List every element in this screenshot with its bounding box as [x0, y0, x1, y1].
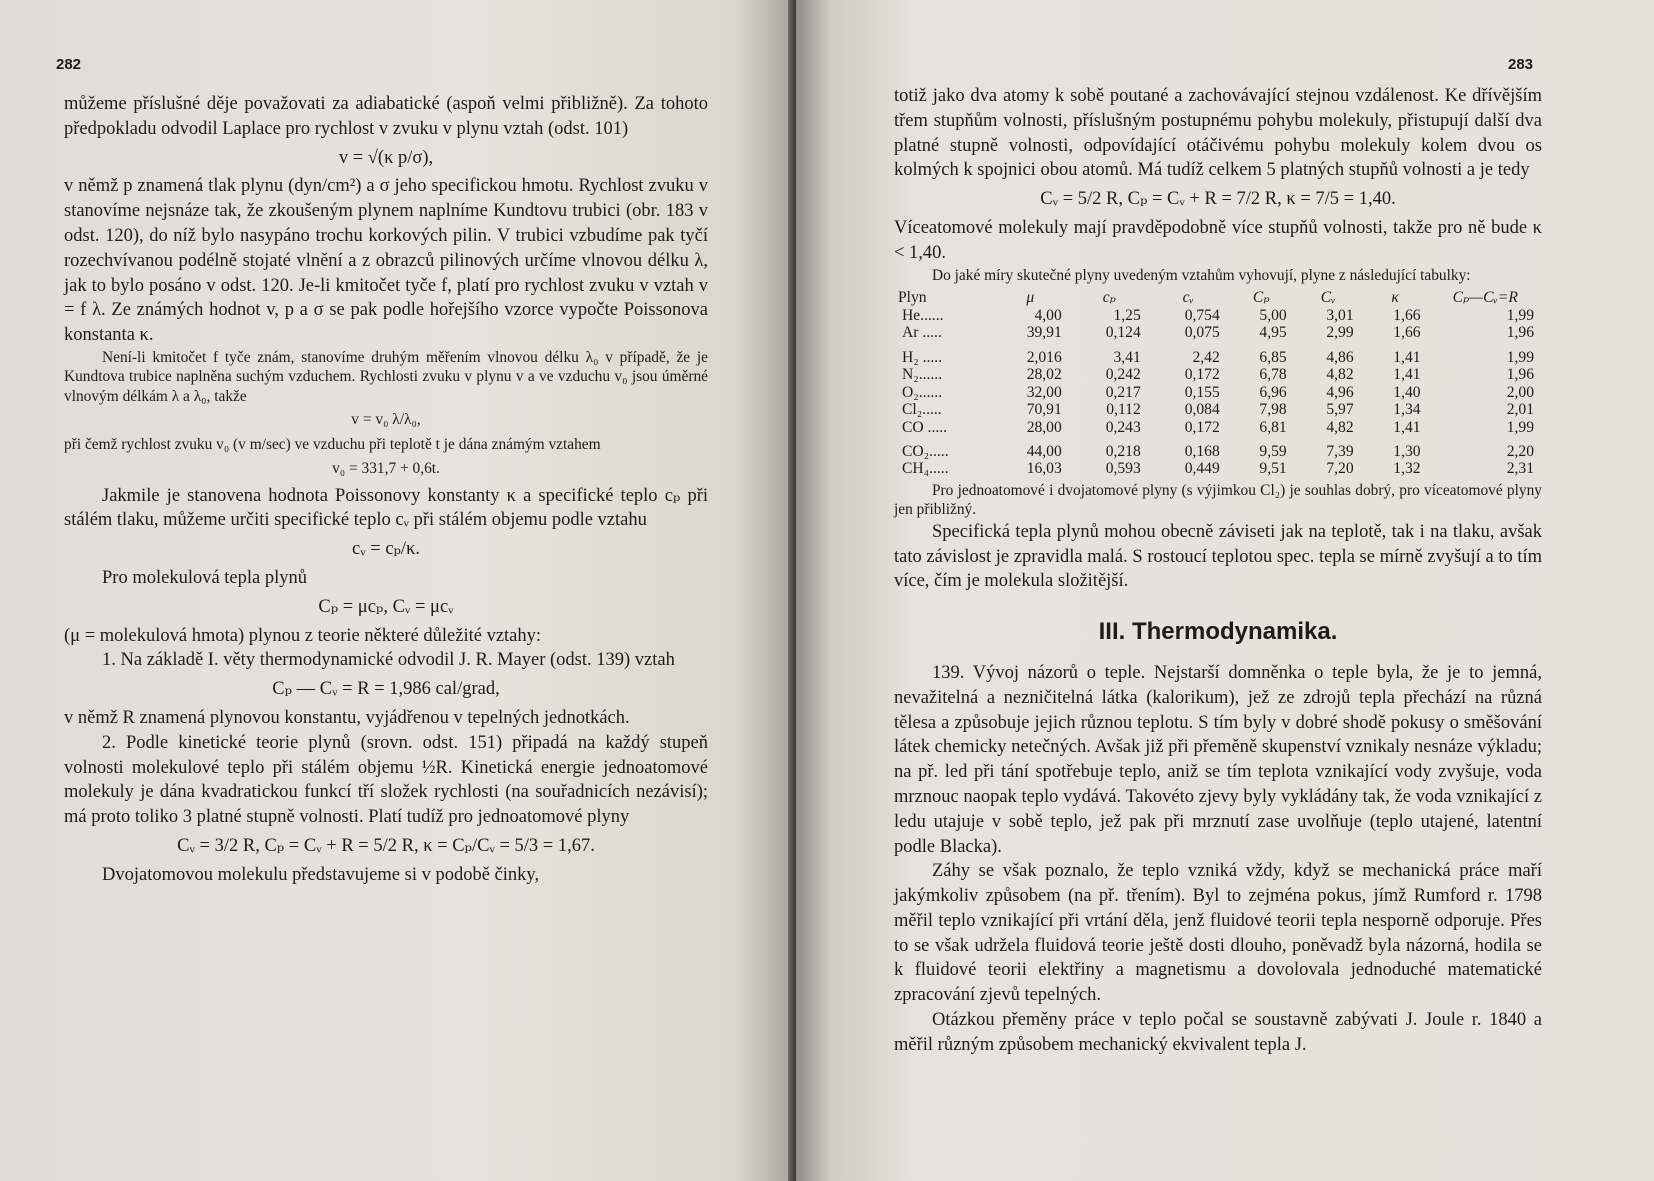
right-page-text: [894, 84, 1542, 1058]
table-cell: 1,66: [1393, 307, 1421, 325]
table-cell: 2,00: [1506, 383, 1534, 401]
table-cell: 7,39: [1326, 442, 1354, 460]
table-row: [894, 436, 1542, 460]
left-page-text: [64, 92, 708, 888]
equation: cᵥ = cₚ/κ.: [351, 539, 421, 560]
table-cell: 2,016: [1026, 348, 1062, 366]
paragraph: 1. Na základě I. věty thermodynamické odvodil J. R. Mayer (odst. 139) vztah: [102, 650, 675, 671]
table-cell: 9,51: [1259, 460, 1287, 478]
table-cell: 6,85: [1259, 348, 1287, 366]
table-cell: 1,34: [1393, 401, 1421, 419]
table-cell: 1,99: [1506, 348, 1534, 366]
table-cell: 16,03: [1026, 460, 1062, 478]
table-header: Cₚ: [1252, 289, 1270, 307]
table-cell: 0,218: [1105, 442, 1141, 460]
table-cell: 6,96: [1259, 383, 1287, 401]
table-cell: 0,172: [1184, 366, 1220, 384]
table-row: [894, 419, 1542, 436]
small-paragraph: Pro jednoatomové i dvojatomové plyny (s výjimkou Cl₂) je souhlas dobrý, pro víceatomové plyny jen přibližný.: [894, 481, 1542, 519]
table-header: μ: [1026, 289, 1035, 307]
paragraph: v němž R znamená plynovou konstantu, vyjádřenou v tepelných jednotkách.: [64, 707, 630, 728]
table-header: Cₚ—Cᵥ=R: [1452, 289, 1518, 307]
table-cell: 0,172: [1184, 418, 1220, 436]
table-cell: 0,754: [1184, 307, 1220, 325]
paragraph: Jakmile je stanovena hodnota Poissonovy konstanty κ a specifické teplo cₚ při stálém tlaku, můžeme určiti specifické teplo cᵥ při stálém objemu podle vztahu: [64, 485, 708, 531]
table-header: cₚ: [1102, 289, 1116, 307]
paragraph: Specifická tepla plynů mohou obecně záviseti jak na teplotě, tak i na tlaku, avšak tato závislost je zpravidla malá. S rostoucí teplotou spec. tepla se mírně zvyšují a to tím více, čím je molekula složitější.: [894, 521, 1542, 592]
table-cell: 7,20: [1326, 460, 1354, 478]
paragraph: Záhy se však poznalo, že teplo vzniká vždy, když se mechanická práce maří jakýmkoliv způsobem (na př. třením). Byl to zejména pokus, jímž Rumford r. 1798 měřil teplo vznikající při vrtání děla, jenž fluidové teorii tepla nesporně odporuje. Přes to se však udržela fluidová teorie ještě dosti dlouho, poněvadž byla názorná, hodila se k fluidové teorii elektřiny a magnetismu a dovolovala jednoduché matematické zpracování zjevů tepelných.: [894, 861, 1542, 1006]
paragraph: Dvojatomovou molekulu představujeme si v podobě činky,: [102, 864, 540, 885]
table-cell: Ar .....: [902, 324, 942, 342]
table-row: [894, 366, 1542, 383]
paragraph: Otázkou přeměny práce v teplo počal se soustavně zabývati J. Joule r. 1840 a měřil různým způsobem mechanický ekvivalent tepla J.: [894, 1010, 1542, 1055]
equation: Cᵥ = 3/2 R, Cₚ = Cᵥ + R = 5/2 R, κ = Cₚ/Cᵥ = 5/3 = 1,67.: [177, 835, 595, 856]
paragraph: v němž p znamená tlak plynu (dyn/cm²) a σ jeho specifickou hmotu. Rychlost zvuku v stanovíme nejsnáze tak, že zkoušeným plynem naplníme Kundtovu trubici (obr. 183 v odst. 120), do níž bylo nasypáno trochu korkových pilin. V trubici vzbudíme pak tyčí rozechvívanou podélně stojaté vlnění a z obrazců pilinových určíme vlnovou délku λ, jak to bylo posáno v odst. 120. Je-li kmitočet tyče f, platí pro rychlost zvuku v vztah v = f λ. Ze známých hodnot v, p a σ se pak podle hořejšího vzorce vypočte Poissonova konstanta κ.: [64, 176, 708, 346]
table-header: Cᵥ: [1320, 289, 1336, 307]
small-paragraph: při čemž rychlost zvuku v₀ (v m/sec) ve vzduchu při teplotě t je dána známým vztahem: [64, 436, 601, 454]
table-cell: O₂......: [902, 383, 943, 401]
paragraph: totiž jako dva atomy k sobě poutané a zachovávající stejnou vzdálenost. Ke dřívějším třem stupňům volnosti, příslušným postupnému pohybu molekuly, přistupují další dva platné stupně volnosti, odpovídající otáčivému pohybu molekuly kolem dvou os kolmých k spojnici obou atomů. Má tudíž celkem 5 platných stupňů volnosti a je tedy: [894, 86, 1542, 181]
table-cell: 1,30: [1393, 442, 1421, 460]
table-cell: Cl₂.....: [902, 401, 942, 419]
table-cell: 1,41: [1393, 418, 1421, 436]
table-cell: 1,41: [1393, 348, 1421, 366]
table-cell: 1,96: [1506, 366, 1534, 384]
table-cell: 0,242: [1105, 366, 1141, 384]
equation: Cₚ = μcₚ, Cᵥ = μcᵥ: [318, 596, 454, 617]
table-cell: 0,243: [1105, 418, 1141, 436]
table-cell: 5,97: [1326, 401, 1354, 419]
table-cell: 9,59: [1259, 442, 1287, 460]
table-cell: 1,41: [1393, 366, 1421, 384]
table-cell: 4,82: [1326, 418, 1354, 436]
table-cell: 70,91: [1026, 401, 1062, 419]
table-cell: 2,99: [1326, 324, 1354, 342]
gas-table: [894, 288, 1542, 478]
table-cell: 3,41: [1113, 348, 1141, 366]
table-cell: 28,00: [1026, 418, 1062, 436]
table-cell: H₂ .....: [902, 348, 943, 366]
section-title: III. Thermodynamika.: [1098, 618, 1338, 646]
paragraph: 139. Vývoj názorů o teple. Nejstarší domněnka o teple byla, že je to jemná, nevažitelná a nezničitelná látka (kalorikum), jež ze zdrojů tepla přechází na různá tělesa a způsobuje jejich různou teplotu. S tím byly v dobré shodě pokusy o směšování látek chemicky netečných. Avšak již při přeměně skupenství vznikaly nesnáze výkladu; na př. led při tání spotřebuje teplo, aniž se tím teplota vznikající vody zvyšuje, voda mrznouc naopak teplo vydává. Takovéto zjevy byly vykládány tak, že voda vznikající z ledu utajuje v sobě teplo, jež pak při mrznutí zase uvolňuje (teplo utajené, latentní podle Blacka).: [894, 662, 1542, 857]
table-cell: 2,20: [1506, 442, 1534, 460]
table-cell: He......: [902, 307, 944, 325]
table-cell: 3,01: [1326, 307, 1354, 325]
table-cell: 28,02: [1026, 366, 1062, 384]
table-cell: 39,91: [1026, 324, 1062, 342]
table-cell: CO .....: [902, 418, 948, 436]
table-cell: 0,124: [1105, 324, 1141, 342]
table-cell: 2,42: [1192, 348, 1220, 366]
table-cell: 0,217: [1105, 383, 1141, 401]
table-cell: 32,00: [1026, 383, 1062, 401]
table-row: [894, 324, 1542, 341]
table-cell: 6,78: [1259, 366, 1287, 384]
table-cell: 4,82: [1326, 366, 1354, 384]
equation: v = √(κ p/σ),: [338, 147, 434, 168]
table-cell: 0,084: [1184, 401, 1220, 419]
table-cell: 0,075: [1184, 324, 1220, 342]
table-cell: 1,32: [1393, 460, 1421, 478]
table-cell: 7,98: [1259, 401, 1287, 419]
equation: Cᵥ = 5/2 R, Cₚ = Cᵥ + R = 7/2 R, κ = 7/5 = 1,40.: [1040, 189, 1396, 210]
table-cell: 0,168: [1184, 442, 1220, 460]
table-cell: 5,00: [1259, 307, 1287, 325]
table-cell: 0,593: [1105, 460, 1141, 478]
table-row: [894, 401, 1542, 418]
paragraph: Pro molekulová tepla plynů: [102, 567, 308, 588]
table-cell: 1,99: [1506, 418, 1534, 436]
table-cell: 4,95: [1259, 324, 1287, 342]
equation: Cₚ — Cᵥ = R = 1,986 cal/grad,: [272, 679, 500, 700]
table-header: Plyn: [898, 289, 927, 307]
paragraph: (μ = molekulová hmota) plynou z teorie některé důležité vztahy:: [64, 625, 542, 646]
table-row: [894, 460, 1542, 477]
table-cell: 4,96: [1326, 383, 1354, 401]
table-cell: 6,81: [1259, 418, 1287, 436]
table-header: κ: [1391, 289, 1399, 307]
table-cell: 4,86: [1326, 348, 1354, 366]
paragraph: Víceatomové molekuly mají pravděpodobně více stupňů volnosti, takže pro ně bude κ < 1,40.: [894, 217, 1542, 263]
equation: v = v₀ λ/λ₀,: [351, 411, 421, 429]
table-row: [894, 307, 1542, 324]
page-number: 283: [1508, 56, 1534, 73]
small-paragraph: Není-li kmitočet f tyče znám, stanovíme druhým měřením vlnovou délku λ₀ v případě, že je Kundtova trubice naplněna suchým vzduchem. Rychlosti zvuku v plynu v a ve vzduchu v₀ jsou úměrné vlnovým délkám λ a λ₀, takže: [64, 348, 708, 405]
table-cell: 2,31: [1506, 460, 1534, 478]
table-row: [894, 342, 1542, 366]
table-cell: 0,155: [1184, 383, 1220, 401]
small-paragraph: Do jaké míry skutečné plyny uvedeným vztahům vyhovují, plyne z následující tabulky:: [932, 266, 1471, 284]
table-cell: 1,99: [1506, 307, 1534, 325]
table-cell: N₂......: [902, 366, 943, 384]
table-cell: 44,00: [1026, 442, 1062, 460]
table-cell: 0,112: [1106, 401, 1141, 419]
table-cell: 1,66: [1393, 324, 1421, 342]
table-cell: 2,01: [1506, 401, 1534, 419]
right-page: [796, 0, 1654, 1181]
table-cell: 1,96: [1506, 324, 1534, 342]
table-cell: 4,00: [1034, 307, 1062, 325]
table-cell: 0,449: [1184, 460, 1220, 478]
table-cell: CH₄.....: [902, 460, 949, 478]
table-cell: 1,40: [1393, 383, 1421, 401]
page-number: 282: [56, 56, 82, 73]
table-row: [894, 384, 1542, 401]
left-page: [0, 0, 792, 1181]
table-cell: CO₂.....: [902, 442, 949, 460]
equation: v₀ = 331,7 + 0,6t.: [332, 459, 440, 477]
paragraph: 2. Podle kinetické teorie plynů (srovn. odst. 151) připadá na každý stupeň volnosti molekulové teplo při stálém objemu ½R. Kinetická energie jednoatomové molekuly je dána kvadratickou funkcí tří složek rychlosti (na souřadnicích nezávisí); má proto toliko 3 platné stupně volnosti. Platí tudíž pro jednoatomové plyny: [64, 732, 708, 828]
table-cell: 1,25: [1113, 307, 1141, 325]
paragraph: můžeme příslušné děje považovati za adiabatické (aspoň velmi přibližně). Za tohoto předpokladu odvodil Laplace pro rychlost v zvuku v plynu vztah (odst. 101): [64, 94, 708, 139]
table-header: cᵥ: [1182, 289, 1194, 307]
